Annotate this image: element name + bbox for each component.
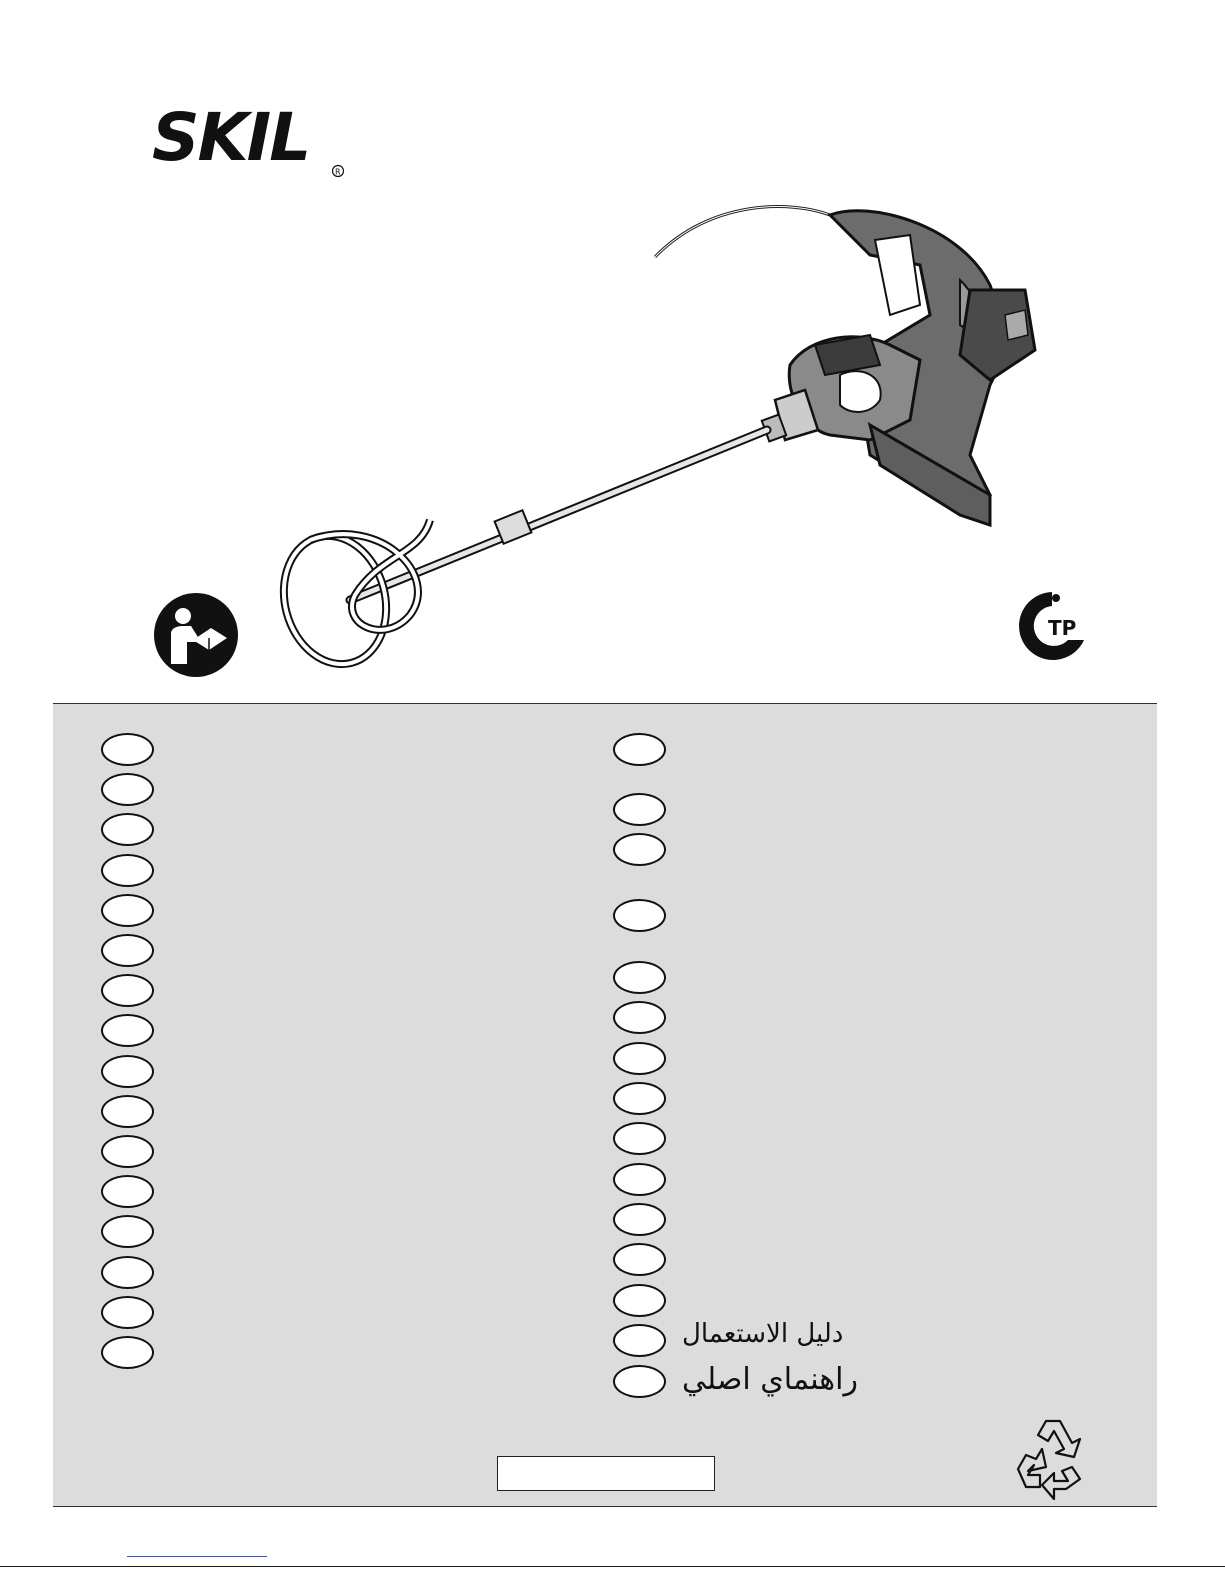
- language-code-oval: [101, 1175, 154, 1208]
- language-code-oval: [613, 1122, 666, 1155]
- language-code-oval: [101, 1296, 154, 1329]
- eac-certification-icon: [1012, 590, 1098, 662]
- language-code-oval: [613, 1324, 666, 1357]
- language-code-oval: [101, 854, 154, 887]
- paddle-mixer-illustration: [270, 195, 1060, 675]
- recycle-icon: [1008, 1413, 1098, 1503]
- language-code-oval: [101, 1336, 154, 1369]
- footer-link-underline[interactable]: [127, 1556, 267, 1557]
- language-code-oval: [101, 1055, 154, 1088]
- language-code-oval: [613, 1001, 666, 1034]
- language-code-oval: [101, 1256, 154, 1289]
- language-code-oval: [613, 961, 666, 994]
- language-code-oval: [101, 1095, 154, 1128]
- svg-text:SKIL: SKIL: [152, 99, 310, 176]
- skil-logo: [150, 98, 360, 184]
- language-code-oval: [613, 1365, 666, 1398]
- language-code-oval: [101, 733, 154, 766]
- read-manual-icon: [153, 592, 239, 678]
- language-code-oval: [613, 1163, 666, 1196]
- svg-text:TP: TP: [1048, 616, 1077, 640]
- language-code-oval: [613, 1243, 666, 1276]
- language-code-oval: [101, 1135, 154, 1168]
- language-code-oval: [613, 1082, 666, 1115]
- language-code-oval: [613, 1203, 666, 1236]
- language-panel: [53, 703, 1157, 1507]
- language-code-oval: [101, 974, 154, 1007]
- persian-manual-label: راهنماي اصلي: [682, 1362, 858, 1397]
- language-code-oval: [613, 1284, 666, 1317]
- language-code-oval: [613, 1042, 666, 1075]
- svg-text:R: R: [335, 167, 341, 177]
- language-code-oval: [613, 733, 666, 766]
- language-code-oval: [613, 833, 666, 866]
- language-code-oval: [613, 793, 666, 826]
- footer-rule: [0, 1566, 1225, 1567]
- language-code-oval: [101, 894, 154, 927]
- document-code-box: [497, 1456, 715, 1491]
- language-code-oval: [613, 899, 666, 932]
- language-code-oval: [101, 934, 154, 967]
- language-code-oval: [101, 773, 154, 806]
- arabic-manual-label: دليل الاستعمال: [682, 1319, 844, 1349]
